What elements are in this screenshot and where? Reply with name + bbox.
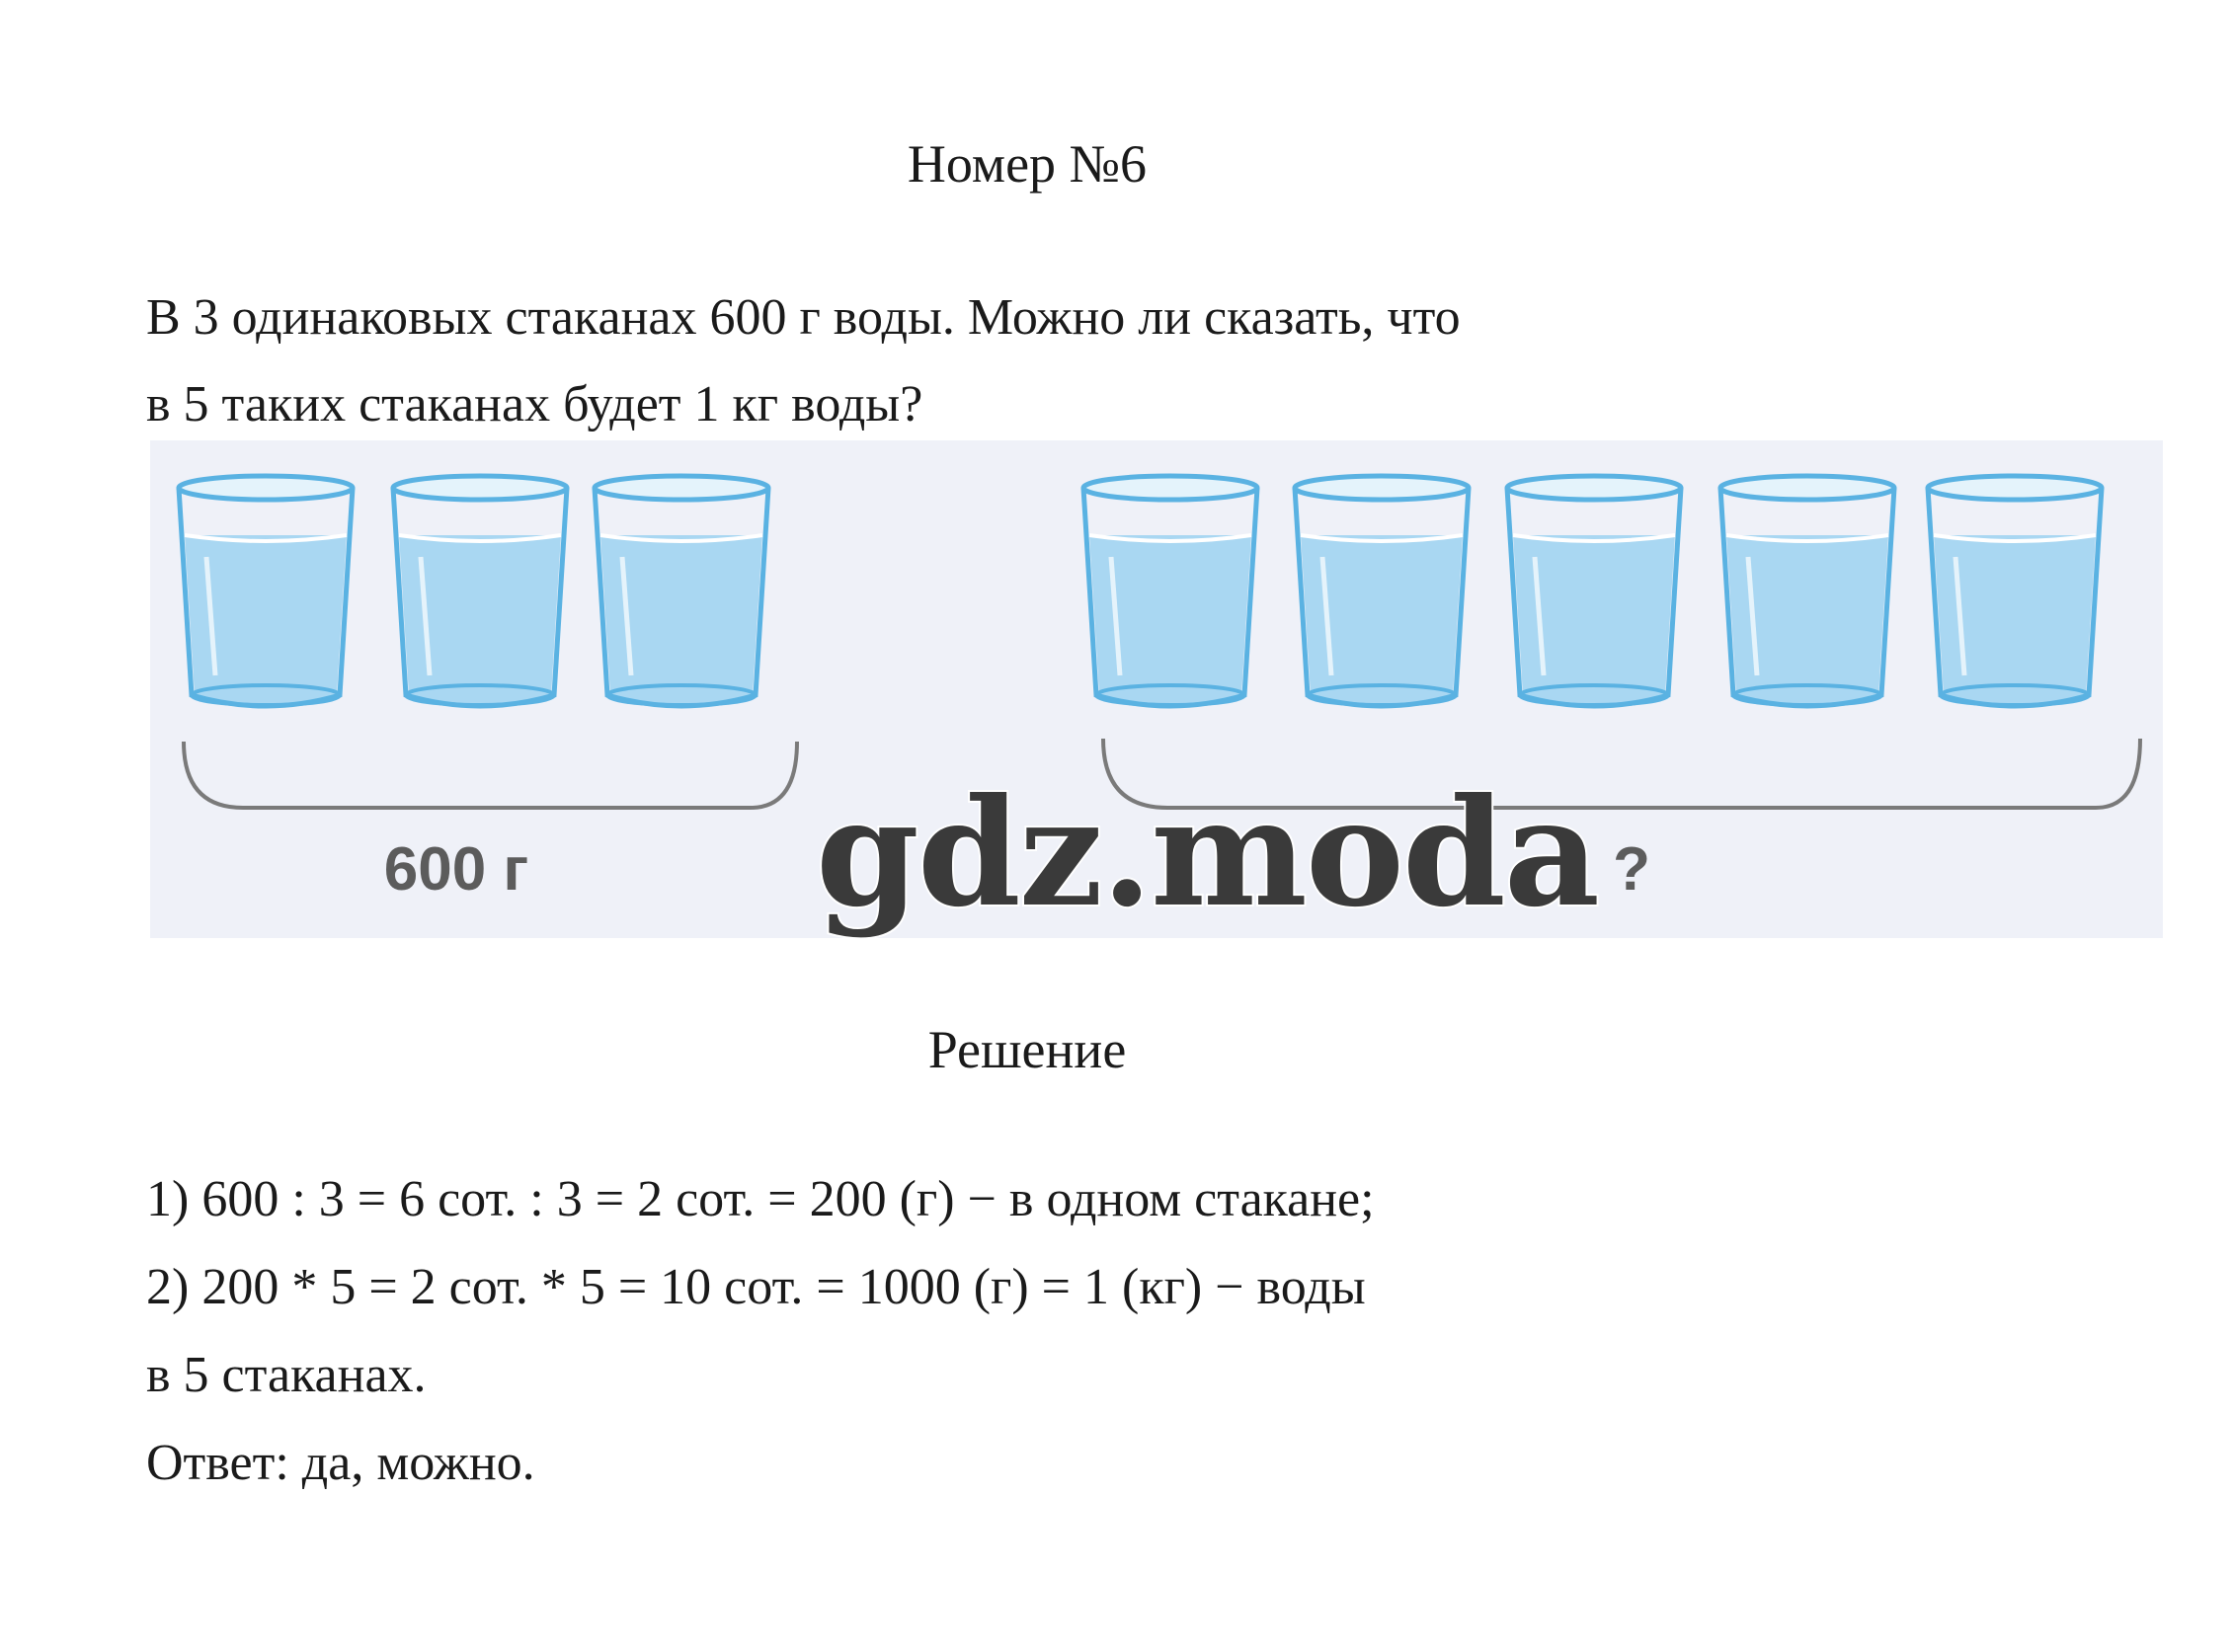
solution-step-2-cont: в 5 стаканах.: [146, 1347, 427, 1403]
left-brace: [184, 742, 797, 808]
solution-answer: Ответ: да, можно.: [146, 1435, 535, 1491]
glass-icon: [1083, 476, 1257, 706]
glass-icon: [1295, 476, 1469, 706]
right-label: ?: [1613, 835, 1650, 904]
solution-step-1: 1) 600 : 3 = 6 сот. : 3 = 2 сот. = 200 (г) − в одном стакане;: [146, 1171, 1375, 1227]
glass-icon: [1720, 476, 1894, 706]
problem-line-2: в 5 таких стаканах будет 1 кг воды?: [146, 376, 923, 433]
glass-icon: [1507, 476, 1681, 706]
solution-step-2: 2) 200 * 5 = 2 сот. * 5 = 10 сот. = 1000 (г) = 1 (кг) − воды: [146, 1259, 1366, 1315]
solution-title: Решение: [927, 1020, 1127, 1079]
glasses-group: [179, 476, 2102, 706]
problem-text: [146, 275, 2023, 448]
watermark-logo: gdz.moda: [815, 766, 1599, 938]
glass-icon: [595, 476, 768, 706]
left-label: 600 г: [383, 835, 529, 904]
glasses-illustration: [150, 440, 2163, 938]
solution-text: [146, 1155, 2023, 1507]
glass-icon: [393, 476, 567, 706]
glasses-svg: [150, 440, 2163, 938]
page-title: Номер №6: [907, 134, 1148, 194]
problem-line-1: В 3 одинаковых стаканах 600 г воды. Можно ли сказать, что: [146, 289, 1461, 346]
glass-icon: [1928, 476, 2102, 706]
glass-icon: [179, 476, 353, 706]
